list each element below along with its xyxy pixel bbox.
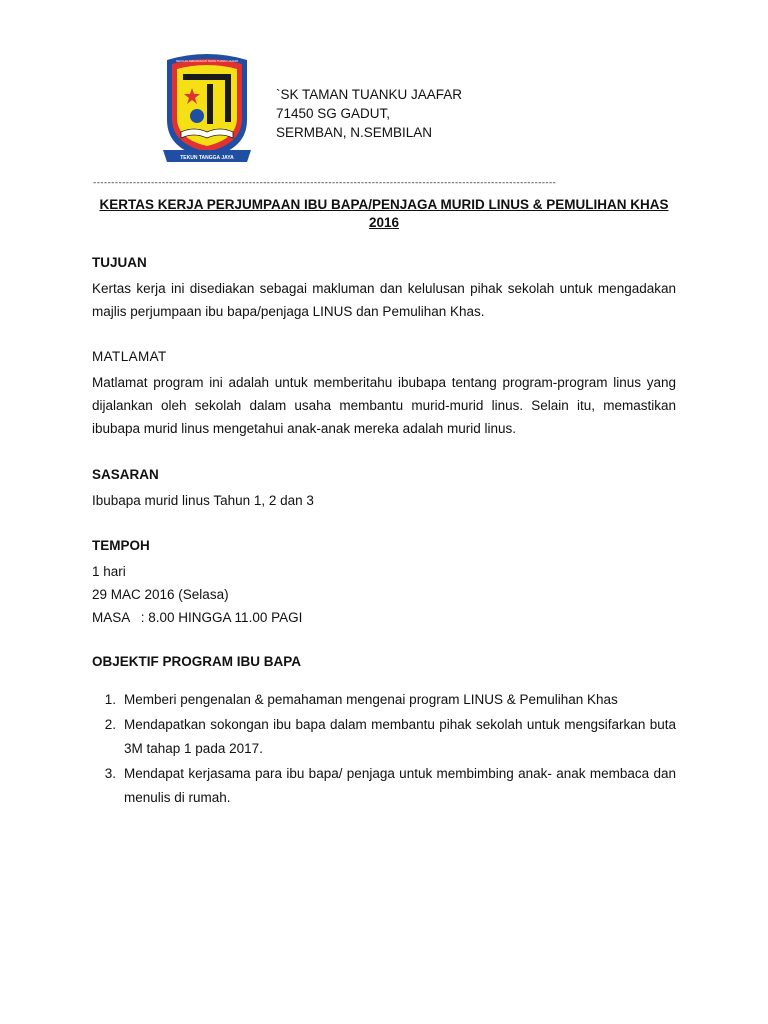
tujuan-text: Kertas kerja ini disediakan sebagai makluman dan kelulusan pihak sekolah untuk mengadakan majlis perjumpaan ibu bapa/penjaga LINUS dan Pemulihan Khas. [92,281,676,319]
list-item-text: Memberi pengenalan & pemahaman mengenai program LINUS & Pemulihan Khas [124,692,618,707]
list-item [92,713,676,761]
crest-ring-text: SEKOLAH KEBANGSAAN TAMAN TUANKU JAAFAR [175,60,239,63]
sasaran-text: Ibubapa murid linus Tahun 1, 2 dan 3 [92,493,314,508]
school-crest-logo [161,52,253,168]
section-matlamat [92,348,676,440]
tujuan-heading: TUJUAN [92,255,147,270]
crest-j-stem [207,84,213,124]
list-item-text: Mendapat kerjasama para ibu bapa/ penjaga untuk membimbing anak- anak membaca dan menulis di rumah. [124,766,676,805]
section-objektif [92,653,676,811]
address-line-1: `SK TAMAN TUANKU JAAFAR [276,87,463,102]
address-line-3: SERMBAN, N.SEMBILAN [276,125,433,140]
document-title [92,196,676,232]
tempoh-duration: 1 hari [92,564,126,579]
address-line-2: 71450 SG GADUT, [276,106,391,121]
list-item-number: 3. [104,766,116,781]
matlamat-heading: MATLAMAT [92,349,167,364]
objektif-list [92,688,676,810]
list-item-number: 1. [104,692,116,707]
crest-banner-text: TEKUN TANGGA JAYA [180,155,234,161]
title-line-1: KERTAS KERJA PERJUMPAAN IBU BAPA/PENJAGA MURID LINUS & PEMULIHAN KHAS [99,197,669,212]
crest-t-bar [183,74,231,80]
title-line-2: 2016 [368,215,400,230]
matlamat-text: Matlamat program ini adalah untuk memberitahu ibubapa tentang program-program linus yang dijalankan oleh sekolah dalam usaha membantu murid-murid linus. Selain itu, memastikan ibubapa murid linus mengetahui anak-anak mereka adalah murid linus. [92,375,676,436]
list-item-number: 2. [104,717,116,732]
sasaran-heading: SASARAN [92,467,159,482]
tempoh-time: MASA : 8.00 HINGGA 11.00 PAGI [92,610,303,625]
list-item [92,762,676,810]
section-sasaran [92,466,676,512]
tempoh-date: 29 MAC 2016 (Selasa) [92,587,229,602]
section-tujuan [92,254,676,323]
list-item [92,688,676,712]
crest-t-stem [225,74,231,122]
dashed-divider: -------------------------------------------------------------------------------------------------------------------------------- [92,178,556,188]
objektif-heading: OBJEKTIF PROGRAM IBU BAPA [92,654,302,669]
section-tempoh [92,537,676,629]
school-address [276,85,462,142]
tempoh-heading: TEMPOH [92,538,150,553]
crest-figure-icon [190,109,204,123]
list-item-text: Mendapatkan sokongan ibu bapa dalam membantu pihak sekolah untuk mengsifarkan buta 3M tahap 1 pada 2017. [124,717,676,756]
